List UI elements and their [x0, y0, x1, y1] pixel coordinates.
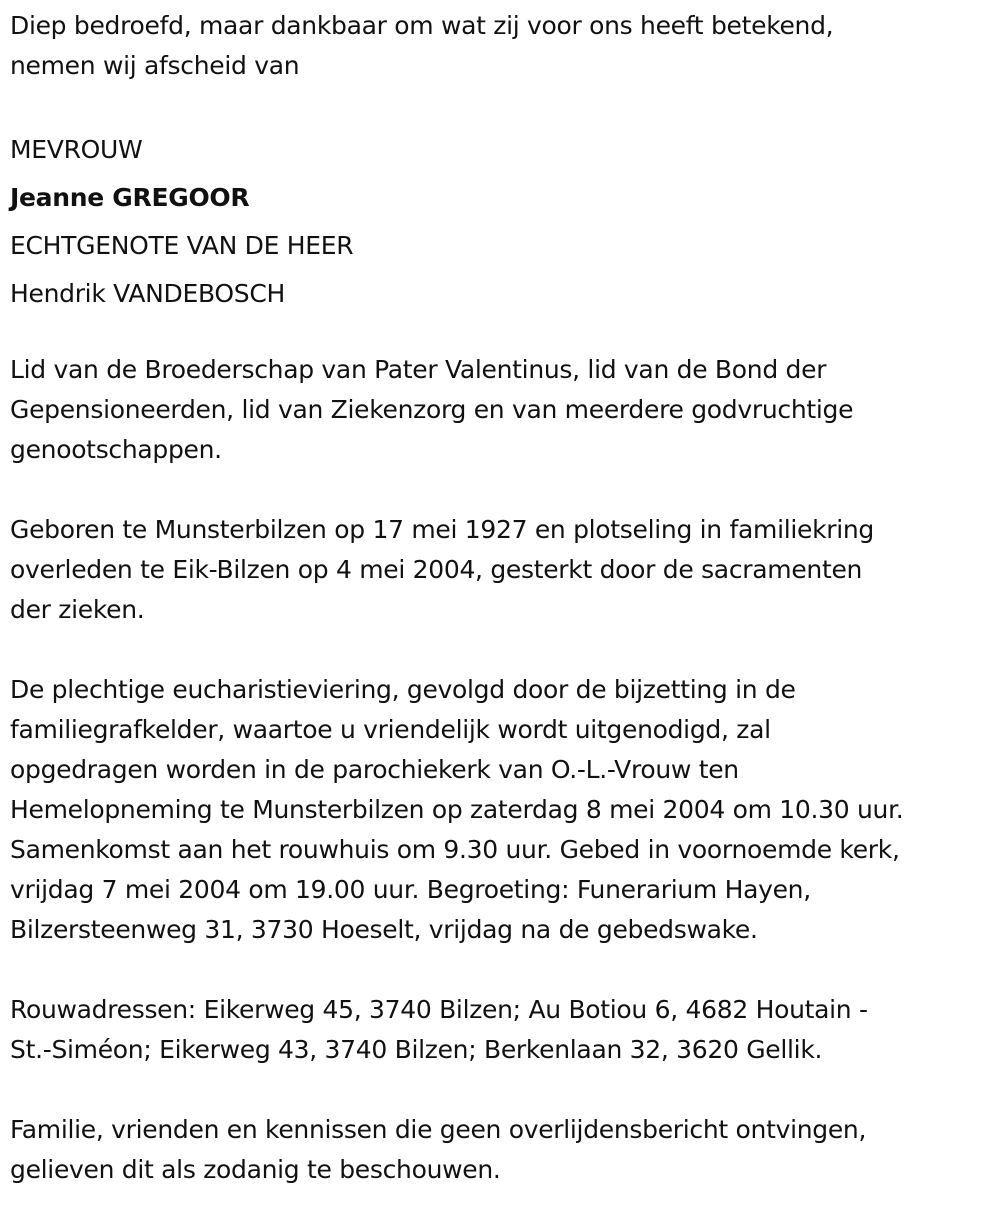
spouse-name: Hendrik VANDEBOSCH: [10, 279, 286, 308]
deceased-name: Jeanne GREGOOR: [10, 183, 250, 212]
birth-death-line: der zieken.: [10, 595, 145, 624]
closing-paragraph: [10, 1110, 866, 1190]
memberships-line: Lid van de Broederschap van Pater Valentinus, lid van de Bond der: [10, 355, 827, 384]
ceremony-line: vrijdag 7 mei 2004 om 19.00 uur. Begroeting: Funerarium Hayen,: [10, 875, 811, 904]
title-label: MEVROUW: [10, 135, 143, 164]
intro-line: nemen wij afscheid van: [10, 51, 300, 80]
memberships-line: Gepensioneerden, lid van Ziekenzorg en van meerdere godvruchtige: [10, 395, 854, 424]
birth-death-line: Geboren te Munsterbilzen op 17 mei 1927 en plotseling in familiekring: [10, 515, 875, 544]
ceremony-line: opgedragen worden in de parochiekerk van O.-L.-Vrouw ten: [10, 755, 739, 784]
memberships-line: genootschappen.: [10, 435, 222, 464]
ceremony-paragraph: [10, 670, 903, 950]
relation-label: ECHTGENOTE VAN DE HEER: [10, 231, 354, 260]
memberships-paragraph: [10, 350, 853, 470]
intro-paragraph: [10, 6, 833, 86]
intro-line: Diep bedroefd, maar dankbaar om wat zij voor ons heeft betekend,: [10, 11, 834, 40]
closing-line: gelieven dit als zodanig te beschouwen.: [10, 1155, 501, 1184]
closing-line: Familie, vrienden en kennissen die geen overlijdensbericht ontvingen,: [10, 1115, 867, 1144]
addresses-line: St.-Siméon; Eikerweg 43, 3740 Bilzen; Berkenlaan 32, 3620 Gellik.: [10, 1035, 823, 1064]
ceremony-line: De plechtige eucharistieviering, gevolgd door de bijzetting in de: [10, 675, 796, 704]
ceremony-line: Samenkomst aan het rouwhuis om 9.30 uur. Gebed in voornoemde kerk,: [10, 835, 900, 864]
deceased-heading: [10, 126, 353, 318]
birth-death-line: overleden te Eik-Bilzen op 4 mei 2004, gesterkt door de sacramenten: [10, 555, 863, 584]
addresses-paragraph: [10, 990, 868, 1070]
birth-death-paragraph: [10, 510, 874, 630]
ceremony-line: Bilzersteenweg 31, 3730 Hoeselt, vrijdag na de gebedswake.: [10, 915, 758, 944]
ceremony-line: Hemelopneming te Munsterbilzen op zaterdag 8 mei 2004 om 10.30 uur.: [10, 795, 904, 824]
ceremony-line: familiegrafkelder, waartoe u vriendelijk wordt uitgenodigd, zal: [10, 715, 771, 744]
addresses-line: Rouwadressen: Eikerweg 45, 3740 Bilzen; Au Botiou 6, 4682 Houtain -: [10, 995, 868, 1024]
